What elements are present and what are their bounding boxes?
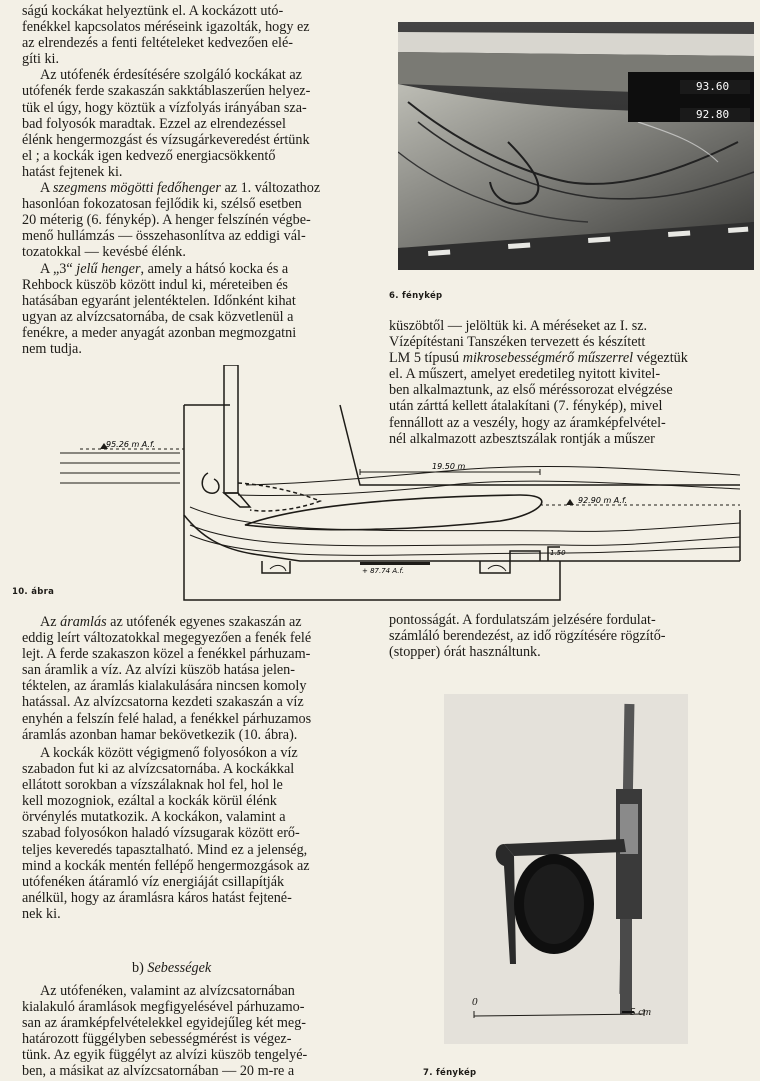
text-line: san áramlik a víz. Az alvízi küszöb hatása jelen- bbox=[22, 662, 296, 679]
figure-10-floor-note: + 87.74 A.f. bbox=[362, 567, 405, 575]
text-line: Vízépítéstani Tanszéken tervezett és készített bbox=[389, 334, 646, 351]
text-line: számláló berendezést, az idő rögzítésére rögzítő- bbox=[389, 628, 666, 645]
text-line: ben, a másikat az alvízcsatornában — 20 m-re a bbox=[22, 1063, 295, 1080]
text-line: örvénylés mutatkozik. A kockákon, valamint a bbox=[22, 809, 286, 826]
text-line: LM 5 típusú mikrosebességmérő műszerrel végeztük bbox=[389, 350, 688, 367]
text-line: fennállott az a veszély, hogy az áramképfelvétel- bbox=[389, 414, 666, 431]
text-line: kialakuló áramlások megfigyelésével párhuzamo- bbox=[22, 999, 305, 1016]
text-line: Az utófenék érdesítésére szolgáló kockákat az bbox=[40, 67, 302, 84]
figure-10-caption: 10. ábra bbox=[12, 587, 55, 597]
text-line: hatásában egyaránt jelentéktelen. Időnként kihat bbox=[22, 292, 296, 309]
figure-10-roller-length: 19.50 m bbox=[432, 462, 466, 471]
photo-7-scale-end: 5 cm bbox=[630, 1006, 652, 1018]
section-heading bbox=[132, 960, 211, 977]
figure-10-diagram bbox=[0, 365, 760, 605]
text-line: után zárttá kellett átalakítani (7. fénykép), mivel bbox=[389, 398, 663, 415]
text-line: ugyan az alvízcsatornába, de csak közvetlenül a bbox=[22, 308, 294, 325]
text-line: hatást fejtenek ki. bbox=[22, 163, 123, 180]
text-line: A „3“ jelű henger, amely a hátsó kocka és a bbox=[40, 260, 289, 277]
text-line: küszöbtől — jelöltük ki. A méréseket az I. sz. bbox=[389, 318, 648, 334]
text-line: kell mozogniok, ezáltal a kockák körül élénk bbox=[22, 793, 277, 810]
text-line: san az áramképfelvételekkel egyidejűleg két meg- bbox=[22, 1015, 307, 1032]
text-line: Rehbock küszöb között indul ki, méreteiben és bbox=[22, 276, 288, 293]
text-line: tünk. Az egyik függélyt az alvízi küszöb tengelyé- bbox=[22, 1047, 308, 1064]
text-line: gíti ki. bbox=[22, 51, 60, 68]
text-line: ságú kockákat helyeztünk el. A kockázott utó- bbox=[22, 3, 284, 19]
text-line: határozott függélyben sebességmérést is végez- bbox=[22, 1031, 292, 1048]
text-line: 20 méterig (6. fénykép). A henger felszínén végbe- bbox=[22, 212, 311, 229]
text-line: A kockák között végigmenő folyosókon a víz bbox=[40, 745, 298, 761]
text-line: utófenéken átáramló víz energiáját csillapítják bbox=[22, 873, 285, 890]
left-bottom-p3 bbox=[22, 983, 364, 1080]
photo-7 bbox=[444, 694, 688, 1044]
text-line: bad folyosók maradtak. Ezzel az elrendezéssel bbox=[22, 115, 286, 132]
text-line: az elrendezés a fenti feltételeket kedvezően elé- bbox=[22, 35, 293, 52]
text-line: fenékkel kapcsolatos méréseink igazolták, hogy ez bbox=[22, 19, 310, 36]
text-line: A szegmens mögötti fedőhenger az 1. változathoz bbox=[40, 180, 321, 197]
left-bottom-p2 bbox=[22, 745, 364, 922]
text-line: fenékre, a meder anyagát azonban megmozgatni bbox=[22, 324, 297, 341]
text-line: eddig leírt változatokkal megegyezően a fenék felé bbox=[22, 630, 312, 647]
text-line: Az utófenéken, valamint az alvízcsatornában bbox=[40, 983, 295, 999]
text-line: szabadon fut ki az alvízcsatornába. A kockákkal bbox=[22, 761, 295, 778]
text-line: (stopper) órát használtunk. bbox=[389, 644, 541, 661]
text-line: szabad folyosókon haladó vízsugarak között erő- bbox=[22, 825, 300, 842]
text-line: nek ki. bbox=[22, 905, 61, 922]
text-line: menő hullámzás — összehasonlítva az eddigi vál- bbox=[22, 228, 306, 245]
text-line: ellátott sorokban a vízszálaknak hol fel, hol le bbox=[22, 777, 283, 794]
text-line: hatással. Az alvízcsatorna kezdeti szakaszán a víz bbox=[22, 694, 304, 711]
text-line: hasonlóan fokozatosan fejlődik ki, szélső esetben bbox=[22, 196, 302, 213]
photo-6 bbox=[398, 22, 754, 270]
text-line: ben alkalmaztunk, az első méréssorozat elvégzése bbox=[389, 382, 673, 399]
text-line: Az áramlás az utófenék egyenes szakaszán az bbox=[40, 614, 302, 630]
text-line: utófenék ferde szakaszán sakktáblaszerűen helyez- bbox=[22, 83, 311, 100]
text-line: nem tudja. bbox=[22, 340, 82, 357]
text-line: anélkül, hogy az áramlásra káros hatást fejtené- bbox=[22, 889, 292, 906]
text-line: pontosságát. A fordulatszám jelzésére fordulat- bbox=[389, 612, 656, 628]
text-line: áramlás azonban hamar bekövetkezik (10. ábra). bbox=[22, 726, 298, 743]
text-line: mind a kockák mentén fellépő hengermozgások az bbox=[22, 857, 310, 874]
figure-10-downstream-level: 92.90 m A.f. bbox=[578, 496, 628, 505]
photo-6-image bbox=[398, 22, 754, 270]
text-line: enyhén a felszín felé halad, a fenékkel párhuzamos bbox=[22, 710, 312, 727]
photo-7-caption: 7. fénykép bbox=[423, 1068, 477, 1078]
section-heading-text: b) Sebességek bbox=[132, 960, 212, 976]
photo-6-level-upper: 93.60 bbox=[696, 80, 730, 93]
photo-6-level-lower: 92.80 bbox=[696, 108, 730, 121]
photo-7-scale-zero: 0 bbox=[472, 996, 478, 1008]
text-line: tozatokkal — kevésbé élénk. bbox=[22, 244, 186, 261]
text-line: lejt. A ferde szakaszon közel a fenékkel párhuzam- bbox=[22, 646, 311, 663]
figure-10-depth: 1.50 bbox=[550, 549, 566, 557]
text-line: teljes keveredés tapasztalható. Mind ez a jelenség, bbox=[22, 841, 308, 858]
text-line: téktelen, az áramlás kialakulására nincsen komoly bbox=[22, 678, 307, 695]
photo-6-caption: 6. fénykép bbox=[389, 291, 443, 301]
text-line: el. A műszert, amelyet eredetileg nyitott kivitel- bbox=[389, 366, 661, 383]
text-line: tük el úgy, hogy köztük a vízfolyás irányában sza- bbox=[22, 99, 307, 116]
text-line: nél alkalmazott azbesztszálak rontják a műszer bbox=[389, 430, 655, 447]
figure-10-upstream-level: 95.26 m A.f. bbox=[106, 440, 156, 449]
text-line: élénk hengermozgást és vízsugárkeveredést értünk bbox=[22, 131, 310, 148]
text-line: el ; a kockák igen kedvező energiacsökkentő bbox=[22, 147, 276, 164]
right-bottom-text bbox=[389, 612, 750, 660]
left-bottom-p1 bbox=[22, 614, 364, 743]
left-top-text bbox=[22, 3, 364, 357]
photo-7-image bbox=[444, 694, 688, 1044]
